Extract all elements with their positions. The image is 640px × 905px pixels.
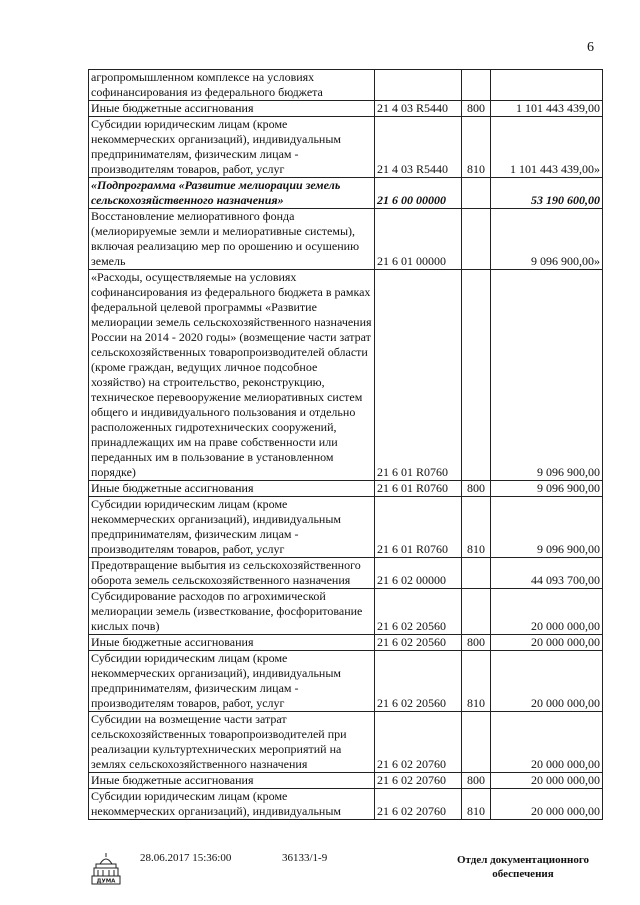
row-amount: 20 000 000,00 (491, 589, 603, 635)
table-row (89, 558, 603, 589)
row-kind (462, 209, 491, 270)
table-row (89, 178, 603, 209)
row-code: 21 6 02 20760 (375, 789, 462, 820)
row-amount: 1 101 443 439,00 (491, 101, 603, 117)
row-name: Субсидии юридическим лицам (кроме некоммерческих организаций), индивидуальным (89, 789, 375, 820)
footer-department (448, 853, 598, 881)
row-code: 21 6 02 20560 (375, 651, 462, 712)
row-amount: 20 000 000,00 (491, 635, 603, 651)
row-amount: 53 190 600,00 (491, 178, 603, 209)
row-amount: 20 000 000,00 (491, 651, 603, 712)
row-kind: 800 (462, 635, 491, 651)
row-amount: 20 000 000,00 (491, 712, 603, 773)
row-kind (462, 270, 491, 481)
table-row (89, 773, 603, 789)
row-code: 21 6 02 20560 (375, 635, 462, 651)
row-name: Субсидии юридическим лицам (кроме некоммерческих организаций), индивидуальным предпринимателям, физическим лицам - производителям товаров, работ, услуг (89, 651, 375, 712)
table-row (89, 789, 603, 820)
footer-department-line1: Отдел документационного (456, 854, 590, 866)
row-kind: 810 (462, 651, 491, 712)
row-code: 21 4 03 R5440 (375, 101, 462, 117)
table-row (89, 101, 603, 117)
row-amount: 44 093 700,00 (491, 558, 603, 589)
row-code: 21 6 02 00000 (375, 558, 462, 589)
row-kind (462, 589, 491, 635)
row-kind: 810 (462, 497, 491, 558)
table-row (89, 117, 603, 178)
row-code: 21 6 01 R0760 (375, 481, 462, 497)
table-row (89, 481, 603, 497)
row-amount: 9 096 900,00 (491, 497, 603, 558)
duma-seal-icon (90, 850, 122, 890)
row-name: Иные бюджетные ассигнования (89, 635, 375, 651)
footer-department-line2: обеспечения (492, 868, 554, 880)
row-code: 21 6 02 20760 (375, 773, 462, 789)
table-row (89, 589, 603, 635)
table-row (89, 635, 603, 651)
row-name: Иные бюджетные ассигнования (89, 481, 375, 497)
page-number: 6 (587, 40, 594, 55)
row-name: Восстановление мелиоративного фонда (мелиорируемые земли и мелиоративные системы), включая реализацию мер по орошению и осушению земель (89, 209, 375, 270)
row-kind: 810 (462, 789, 491, 820)
row-amount: 20 000 000,00 (491, 789, 603, 820)
footer-doc-number: 36133/1-9 (282, 852, 328, 864)
row-kind: 800 (462, 101, 491, 117)
row-kind: 800 (462, 773, 491, 789)
footer-date: 28.06.2017 15:36:00 (140, 852, 232, 864)
budget-table-body (89, 70, 603, 820)
row-amount: 9 096 900,00 (491, 270, 603, 481)
row-amount (491, 70, 603, 101)
row-amount: 9 096 900,00 (491, 481, 603, 497)
table-row (89, 497, 603, 558)
row-kind (462, 558, 491, 589)
row-kind: 800 (462, 481, 491, 497)
row-name: Субсидии на возмещение части затрат сельскохозяйственных товаропроизводителей при реализации культуртехнических мероприятий на землях сельскохозяйственного назначения (89, 712, 375, 773)
row-name: Субсидии юридическим лицам (кроме некоммерческих организаций), индивидуальным предпринимателям, физическим лицам - производителям товаров, работ, услуг (89, 497, 375, 558)
row-name: Иные бюджетные ассигнования (89, 773, 375, 789)
row-amount: 1 101 443 439,00» (491, 117, 603, 178)
row-kind: 810 (462, 117, 491, 178)
row-name: «Расходы, осуществляемые на условиях софинансирования из федерального бюджета в рамках федеральной целевой программы «Развитие мелиорации земель сельскохозяйственного назначения России на 2014 - 2020 годы» (возмещение части затрат сельскохозяйственных товаропроизводителей области (кроме граждан, ведущих личное подсобное хозяйство) на строительство, реконструкцию, техническое перевооружение мелиоративных систем общего и индивидуального пользования и отдельно расположенных гидротехнических сооружений, принадлежащих им на праве собственности или переданных им в пользование в установленном порядке) (89, 270, 375, 481)
row-kind (462, 70, 491, 101)
row-code: 21 4 03 R5440 (375, 117, 462, 178)
table-row (89, 70, 603, 101)
row-name: «Подпрограмма «Развитие мелиорации земель сельскохозяйственного назначения» (89, 178, 375, 209)
row-name: Субсидирование расходов по агрохимической мелиорации земель (известкование, фосфоритование кислых почв) (89, 589, 375, 635)
table-row (89, 712, 603, 773)
row-code: 21 6 01 00000 (375, 209, 462, 270)
row-kind (462, 178, 491, 209)
row-code: 21 6 02 20560 (375, 589, 462, 635)
row-name: Предотвращение выбытия из сельскохозяйственного оборота земель сельскохозяйственного назначения (89, 558, 375, 589)
row-name: Иные бюджетные ассигнования (89, 101, 375, 117)
row-kind (462, 712, 491, 773)
row-code: 21 6 02 20760 (375, 712, 462, 773)
row-code: 21 6 00 00000 (375, 178, 462, 209)
row-amount: 9 096 900,00» (491, 209, 603, 270)
row-code (375, 70, 462, 101)
seal-label: ДУМА (96, 878, 116, 885)
row-name: Субсидии юридическим лицам (кроме некоммерческих организаций), индивидуальным предпринимателям, физическим лицам - производителям товаров, работ, услуг (89, 117, 375, 178)
table-row (89, 209, 603, 270)
table-row (89, 651, 603, 712)
row-code: 21 6 01 R0760 (375, 270, 462, 481)
table-row (89, 270, 603, 481)
row-code: 21 6 01 R0760 (375, 497, 462, 558)
budget-table (88, 69, 603, 820)
row-name: агропромышленном комплексе на условиях софинансирования из федерального бюджета (89, 70, 375, 101)
row-amount: 20 000 000,00 (491, 773, 603, 789)
